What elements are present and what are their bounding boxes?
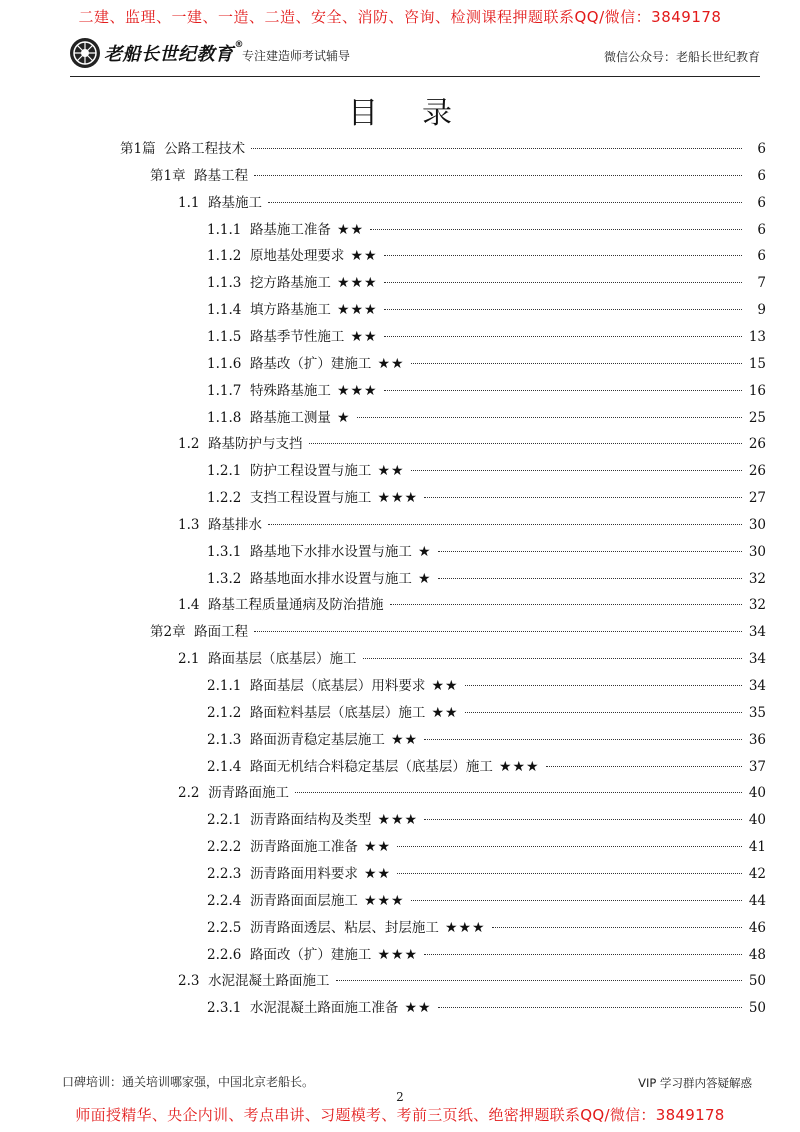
toc-entry-page: 27 [748,490,766,507]
toc-entry-page: 15 [748,355,766,372]
importance-stars-icon: ★★★ [444,919,486,936]
toc-entry-page: 16 [748,382,766,399]
dot-leader [465,712,742,713]
toc-entry-number: 2.3 [178,973,209,990]
importance-stars-icon: ★★ [431,704,459,721]
importance-stars-icon: ★★★ [377,812,419,829]
dot-leader [424,954,742,955]
dot-leader [384,255,742,256]
toc-entry-title: 路面改（扩）建施工 [249,946,372,963]
dot-leader [384,390,742,391]
toc-entry-number: 1.1.4 [207,302,250,319]
toc-entry-page: 6 [757,167,766,184]
toc-entry-page: 48 [748,946,766,963]
toc-entry-page: 9 [757,302,766,319]
toc-entry-title: 支挡工程设置与施工 [249,490,372,507]
importance-stars-icon: ★★ [431,678,459,694]
toc-entry-title: 沥青路面用料要求 [249,865,358,882]
importance-stars-icon: ★ [417,570,432,587]
page-title: 目录 [348,96,496,131]
toc-entry [207,462,766,480]
toc-entry [207,999,766,1017]
toc-entry-number: 2.3.1 [207,1000,250,1017]
toc-entry-title: 路面粒料基层（底基层）施工 [249,704,426,721]
toc-entry-number: 1.3.2 [207,570,250,587]
toc-entry-title: 特殊路基施工 [249,382,331,399]
toc-entry-page: 32 [748,570,766,587]
toc-entry-number: 2.1.4 [207,758,250,775]
dot-leader [384,309,742,310]
toc-entry-page: 37 [748,758,766,775]
page-number: 2 [396,1090,404,1104]
toc-entry-title: 路基施工准备 [249,221,331,238]
toc-entry-title: 路面沥青稳定基层施工 [249,731,385,748]
toc-entry-page: 40 [748,785,766,802]
toc-entry [207,274,766,292]
toc-entry-page: 35 [748,704,766,721]
page-header [70,38,760,77]
toc-entry-title: 路基季节性施工 [249,328,345,345]
toc-entry-number: 1.1.8 [207,409,250,426]
toc-entry [178,516,766,534]
toc-entry-page: 41 [748,839,766,856]
toc-entry-title: 公路工程技术 [164,141,246,157]
dot-leader [254,631,742,632]
dot-leader [295,792,742,793]
toc-entry [178,194,766,212]
promo-banner-top: 二建、监理、一建、一造、二造、安全、消防、咨询、检测课程押题联系QQ/微信：3849178 [78,8,722,26]
importance-stars-icon: ★★★ [377,946,419,963]
importance-stars-icon: ★★★ [363,892,405,909]
toc-entry-page: 50 [748,1000,766,1017]
toc-entry-number: 1.1 [178,194,209,211]
toc-entry-page: 42 [748,865,766,882]
importance-stars-icon: ★★★ [336,382,378,399]
toc-entry-number: 1.1.5 [207,328,250,345]
toc-entry-number: 1.3 [178,516,209,533]
brand-logo [70,38,244,68]
toc-entry-page: 6 [757,141,766,157]
importance-stars-icon: ★★ [377,355,405,372]
toc-entry-number: 1.1.7 [207,382,250,399]
toc-entry-title: 路面工程 [194,624,249,641]
toc-entry-title: 沥青路面施工 [208,785,290,802]
dot-leader [438,1007,742,1008]
toc-entry-page: 44 [748,892,766,909]
toc-entry [207,919,766,937]
importance-stars-icon: ★★ [404,1000,432,1017]
toc-entry [207,892,766,910]
toc-entry-page: 34 [748,624,766,641]
toc-entry [178,650,766,668]
importance-stars-icon: ★★★ [336,275,378,292]
toc-entry-title: 路面无机结合料稳定基层（底基层）施工 [249,758,493,775]
toc-entry-title: 防护工程设置与施工 [249,463,372,480]
toc-entry [207,946,766,964]
toc-entry-page: 30 [748,516,766,533]
toc-entry-title: 沥青路面透层、粘层、封层施工 [249,919,439,936]
toc-entry-page: 26 [748,436,766,453]
toc-entry-number: 2.1.2 [207,704,250,721]
dot-leader [384,282,742,283]
toc-entry-title: 路面基层（底基层）用料要求 [249,678,426,694]
toc-entry [178,596,766,614]
toc-entry [207,865,766,883]
toc-entry-number: 1.3.1 [207,543,250,560]
toc-entry [178,972,766,990]
toc-entry-page: 26 [748,463,766,480]
importance-stars-icon: ★ [336,409,351,426]
dot-leader [363,658,742,659]
dot-leader [424,497,742,498]
dot-leader [465,685,742,686]
toc-entry [207,247,766,265]
importance-stars-icon: ★★ [363,865,392,882]
toc-entry-number: 2.2.2 [207,839,250,856]
toc-entry-page: 34 [748,678,766,694]
dot-leader [397,846,742,847]
toc-entry [207,301,766,319]
toc-entry [207,489,766,507]
importance-stars-icon: ★★★ [498,758,540,775]
toc-entry [207,382,766,400]
dot-leader [397,873,742,874]
toc-entry-number: 1.4 [178,597,209,614]
toc-entry [207,328,766,346]
toc-entry [178,435,766,453]
toc-entry-title: 沥青路面面层施工 [249,892,358,909]
toc-entry-number: 第1章 [150,167,195,184]
toc-entry-number: 2.2.6 [207,946,250,963]
toc-entry [207,731,766,749]
toc-entry-page: 34 [748,651,766,668]
toc-entry-number: 2.2.5 [207,919,250,936]
dot-leader [546,766,742,767]
toc-entry-number: 2.1 [178,651,209,668]
importance-stars-icon: ★★ [363,839,392,856]
importance-stars-icon: ★ [417,543,432,560]
dot-leader [411,900,742,901]
toc-entry-number: 第1篇 [120,141,165,157]
importance-stars-icon: ★★ [377,463,405,480]
toc-entry-title: 路基地下水排水设置与施工 [249,543,412,560]
dot-leader [336,980,742,981]
toc-entry [207,704,766,722]
dot-leader [309,443,742,444]
toc-entry-page: 6 [757,194,766,211]
brand-slogan: 专注建造师考试辅导 [242,49,351,63]
toc-entry-number: 1.1.6 [207,355,250,372]
toc-entry-title: 路基施工测量 [249,409,331,426]
dot-leader [492,927,742,928]
brand-name: 老船长世纪教育® [104,40,244,65]
toc-entry-number: 2.1.1 [207,678,250,694]
importance-stars-icon: ★★ [350,328,378,345]
toc-entry-number: 2.1.3 [207,731,250,748]
toc-entry-number: 2.2.1 [207,812,250,829]
toc-entry-page: 46 [748,919,766,936]
toc-entry-page: 50 [748,973,766,990]
toc-entry-number: 2.2.4 [207,892,250,909]
importance-stars-icon: ★★ [390,731,419,748]
importance-stars-icon: ★★★ [377,490,419,507]
dot-leader [251,148,742,149]
dot-leader [438,578,743,579]
dot-leader [357,417,743,418]
dot-leader [438,551,743,552]
toc-entry-page: 30 [748,543,766,560]
toc-entry-number: 1.1.1 [207,221,250,238]
toc-entry [150,623,766,641]
dot-leader [390,604,742,605]
toc-entry-page: 13 [748,328,766,345]
toc-entry-title: 水泥混凝土路面施工 [208,973,330,990]
toc-entry-number: 1.1.2 [207,248,250,265]
toc-entry [150,167,766,185]
dot-leader [411,363,742,364]
toc-entry-title: 填方路基施工 [249,302,331,319]
toc-entry-page: 32 [748,597,766,614]
toc-entry-number: 2.2.3 [207,865,250,882]
dot-leader [268,524,742,525]
toc-entry-page: 7 [757,275,766,292]
toc-entry-page: 36 [748,731,766,748]
toc-entry-title: 原地基处理要求 [249,248,345,265]
toc-entry-page: 40 [748,812,766,829]
toc-entry [207,570,766,588]
toc-entry-number: 1.1.3 [207,275,250,292]
dot-leader [370,229,742,230]
toc-entry-number: 2.2 [178,785,209,802]
dot-leader [424,739,742,740]
toc-entry [207,221,766,239]
toc-entry-title: 路基防护与支挡 [208,436,303,453]
toc-entry-title: 沥青路面结构及类型 [249,812,372,829]
dot-leader [254,175,742,176]
toc-entry-title: 沥青路面施工准备 [249,839,358,856]
toc-entry-page: 6 [757,248,766,265]
toc-entry-title: 路基地面水排水设置与施工 [249,570,412,587]
importance-stars-icon: ★★ [350,248,378,265]
promo-banner-bottom: 师面授精华、央企内训、考点串讲、习题模考、考前三页纸、绝密押题联系QQ/微信：3849178 [75,1106,725,1124]
toc-entry-title: 路基改（扩）建施工 [249,355,372,372]
toc-entry-number: 1.2.2 [207,490,250,507]
ship-wheel-icon [70,38,100,68]
toc-entry [120,140,766,158]
toc-entry [207,677,766,695]
footer-note: VIP 学习群内答疑解惑 [638,1076,752,1090]
toc-entry [207,758,766,776]
toc-entry-page: 6 [757,221,766,238]
toc-entry-page: 25 [748,409,766,426]
toc-entry-title: 路基工程 [194,167,249,184]
toc-entry-title: 路基施工 [208,194,263,211]
toc-entry-number: 1.2 [178,436,209,453]
toc-entry-title: 挖方路基施工 [249,275,331,292]
toc-entry [207,355,766,373]
toc-entry [207,838,766,856]
dot-leader [384,336,742,337]
importance-stars-icon: ★★ [336,221,365,238]
dot-leader [268,202,742,203]
wechat-account: 微信公众号：老船长世纪教育 [603,50,760,64]
toc-entry-title: 路面基层（底基层）施工 [208,651,357,668]
toc-entry-title: 路基排水 [208,516,263,533]
toc-entry [207,543,766,561]
toc-entry [178,784,766,802]
toc-entry-number: 第2章 [150,624,195,641]
dot-leader [411,470,742,471]
toc-entry-title: 路基工程质量通病及防治措施 [208,597,384,614]
toc-entry-title: 水泥混凝土路面施工准备 [249,1000,399,1017]
dot-leader [424,819,742,820]
footer-slogan: 口碑培训：通关培训哪家强，中国北京老船长。 [62,1075,315,1089]
toc-entry [207,811,766,829]
toc-entry-number: 1.2.1 [207,463,250,480]
toc-entry [207,409,766,427]
importance-stars-icon: ★★★ [336,302,378,319]
